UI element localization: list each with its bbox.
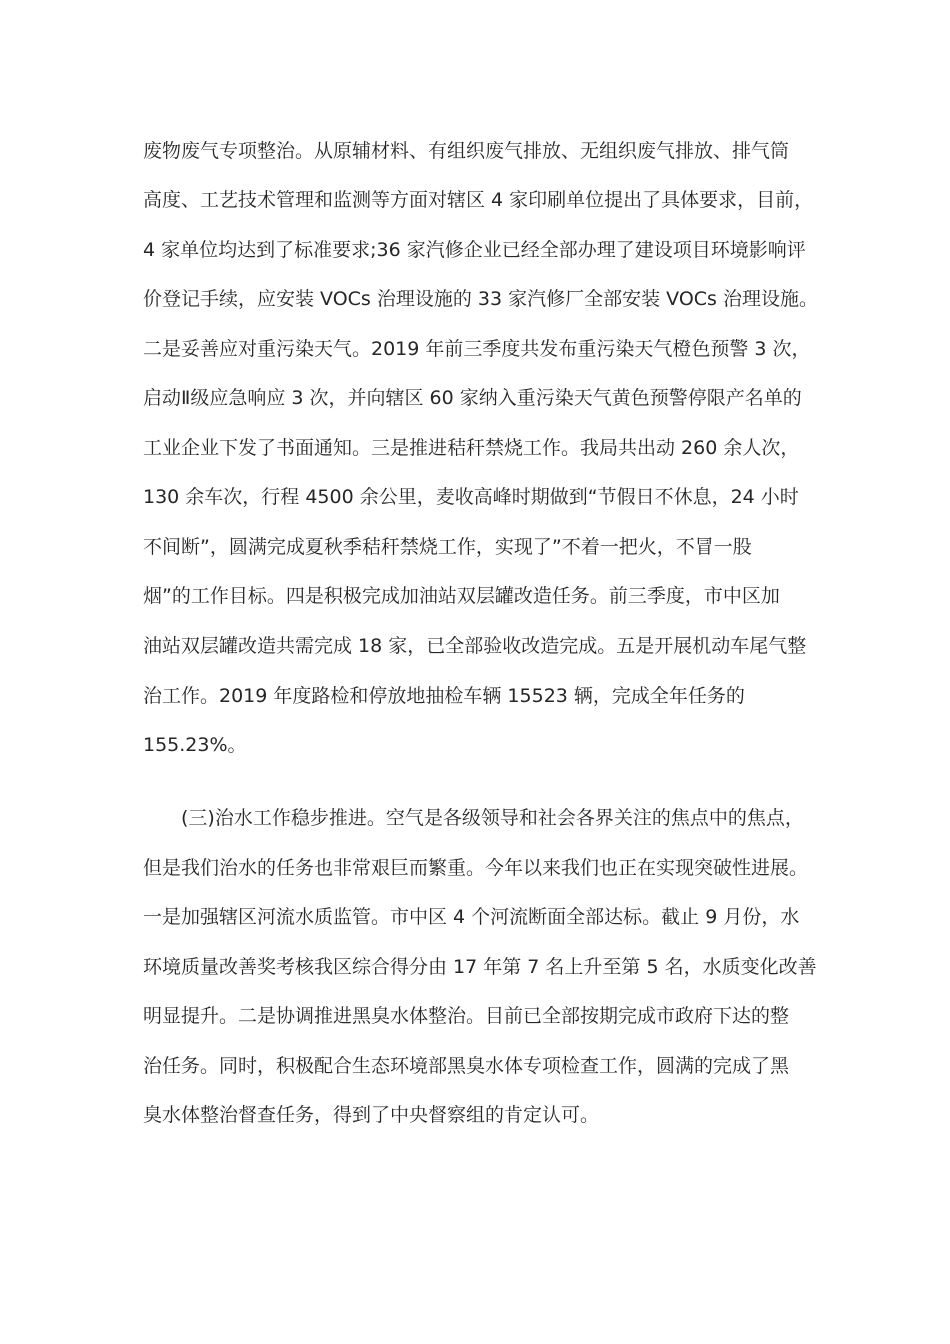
text-line: 155.23%。 [143,734,247,756]
text-line: 高度、工艺技术管理和监测等方面对辖区 4 家印刷单位提出了具体要求，目前， [143,189,814,211]
text-line: 明显提升。二是协调推进黑臭水体整治。目前已全部按期完成市政府下达的整 [143,1005,790,1027]
text-line: 环境质量改善奖考核我区综合得分由 17 年第 7 名上升至第 5 名，水质变化改善 [143,956,817,978]
text-line: 4 家单位均达到了标准要求;36 家汽修企业已经全部办理了建设项目环境影响评 [143,239,806,261]
text-line: 治任务。同时，积极配合生态环境部黑臭水体专项检查工作，圆满的完成了黑 [143,1055,790,1077]
text-line: 二是妥善应对重污染天气。2019 年前三季度共发布重污染天气橙色预警 3 次， [143,338,811,360]
text-line: 不间断”，圆满完成夏秋季秸秆禁烧工作，实现了”不着一把火，不冒一股 [143,536,752,558]
text-line: 启动Ⅱ级应急响应 3 次，并向辖区 60 家纳入重污染天气黄色预警停限产名单的 [143,387,802,409]
text-line: 130 余车次，行程 4500 余公里，麦收高峰时期做到“节假日不休息，24 小时 [143,486,799,508]
text-line: 价登记手续，应安装 VOCs 治理设施的 33 家汽修厂全部安装 VOCs 治理设施。 [143,288,818,310]
text-line: 一是加强辖区河流水质监管。市中区 4 个河流断面全部达标。截止 9 月份，水 [143,906,800,928]
text-line: 工业企业下发了书面通知。三是推进秸秆禁烧工作。我局共出动 260 余人次， [143,437,800,459]
text-line: 油站双层罐改造共需完成 18 家，已全部验收改造完成。五是开展机动车尾气整 [143,635,807,657]
text-line: (三)治水工作稳步推进。空气是各级领导和社会各界关注的焦点中的焦点， [143,807,804,829]
text-line: 治工作。2019 年度路检和停放地抽检车辆 15523 辆，完成全年任务的 [143,685,745,707]
text-line: 烟”的工作目标。四是积极完成加油站双层罐改造任务。前三季度，市中区加 [143,585,780,607]
text-line: 臭水体整治督查任务，得到了中央督察组的肯定认可。 [143,1104,600,1126]
text-line: 但是我们治水的任务也非常艰巨而繁重。今年以来我们也正在实现突破性进展。 [143,857,809,879]
text-line: 废物废气专项整治。从原辅材料、有组织废气排放、无组织废气排放、排气筒 [143,140,790,162]
